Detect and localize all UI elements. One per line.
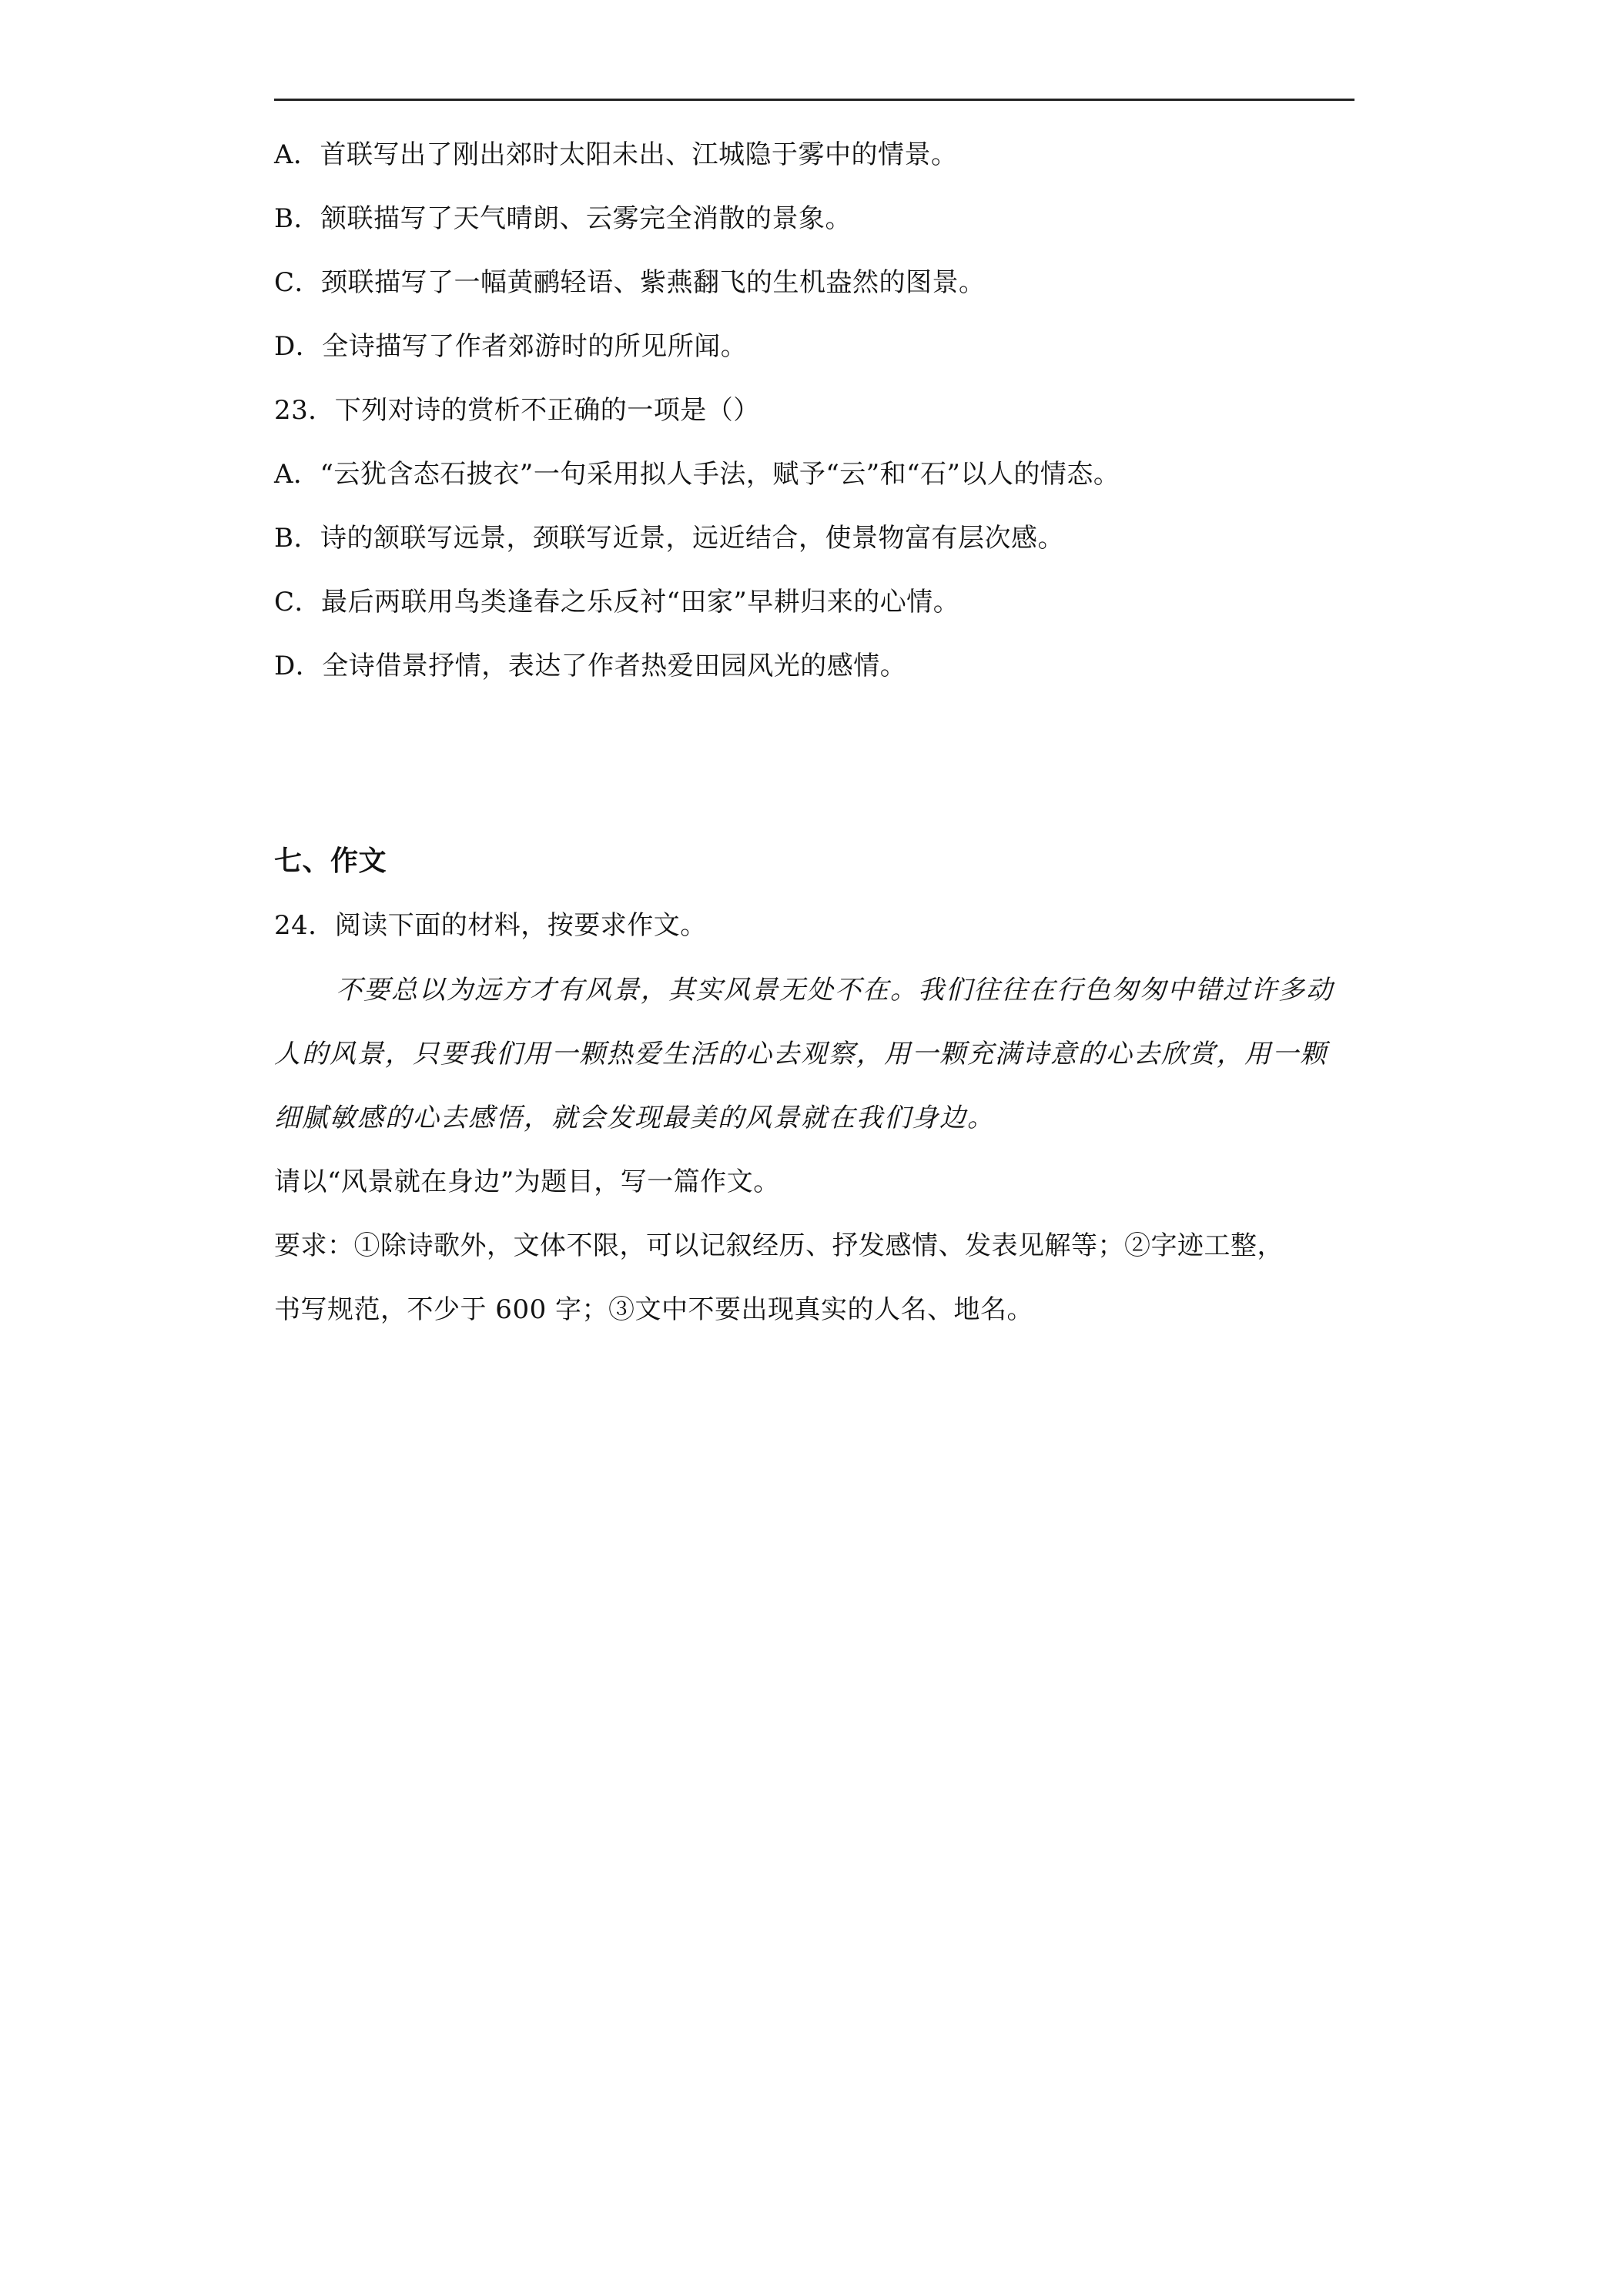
requirement-line-2: 书写规范，不少于 600 字；③文中不要出现真实的人名、地名。 — [274, 1294, 1034, 1325]
q23-option-d: D．全诗借景抒情，表达了作者热爱田园风光的感情。 — [274, 651, 907, 681]
q23-option-a: A．“云犹含态石披衣”一句采用拟人手法，赋予“云”和“石”以人的情态。 — [274, 459, 1120, 490]
material-line-3: 细腻敏感的心去感悟，就会发现最美的风景就在我们身边。 — [274, 1103, 995, 1133]
material-line-1: 不要总以为远方才有风景，其实风景无处不在。我们往往在行色匆匆中错过许多动 — [336, 975, 1334, 1006]
q24-stem: 24．阅读下面的材料，按要求作文。 — [274, 910, 707, 941]
composition-title-line: 请以“风景就在身边”为题目，写一篇作文。 — [274, 1166, 780, 1197]
material-line-2: 人的风景，只要我们用一颗热爱生活的心去观察，用一颗充满诗意的心去欣赏，用一颗 — [274, 1039, 1328, 1069]
q22-option-b: B．颔联描写了天气晴朗、云雾完全消散的景象。 — [274, 203, 852, 234]
q22-option-a: A．首联写出了刚出郊时太阳未出、江城隐于雾中的情景。 — [274, 139, 958, 170]
q22-option-c: C．颈联描写了一幅黄鹂轻语、紫燕翻飞的生机盎然的图景。 — [274, 267, 986, 298]
requirement-line-1: 要求：①除诗歌外，文体不限，可以记叙经历、抒发感情、发表见解等；②字迹工整， — [274, 1230, 1284, 1261]
q23-option-c: C．最后两联用鸟类逢春之乐反衬“田家”早耕归来的心情。 — [274, 587, 960, 618]
section-heading-composition: 七、作文 — [274, 845, 387, 877]
q22-option-d: D．全诗描写了作者郊游时的所见所闻。 — [274, 331, 748, 362]
header-rule — [274, 99, 1354, 101]
q23-option-b: B．诗的颔联写远景，颈联写近景，远近结合，使景物富有层次感。 — [274, 523, 1064, 554]
q23-stem: 23．下列对诗的赏析不正确的一项是（） — [274, 395, 760, 426]
